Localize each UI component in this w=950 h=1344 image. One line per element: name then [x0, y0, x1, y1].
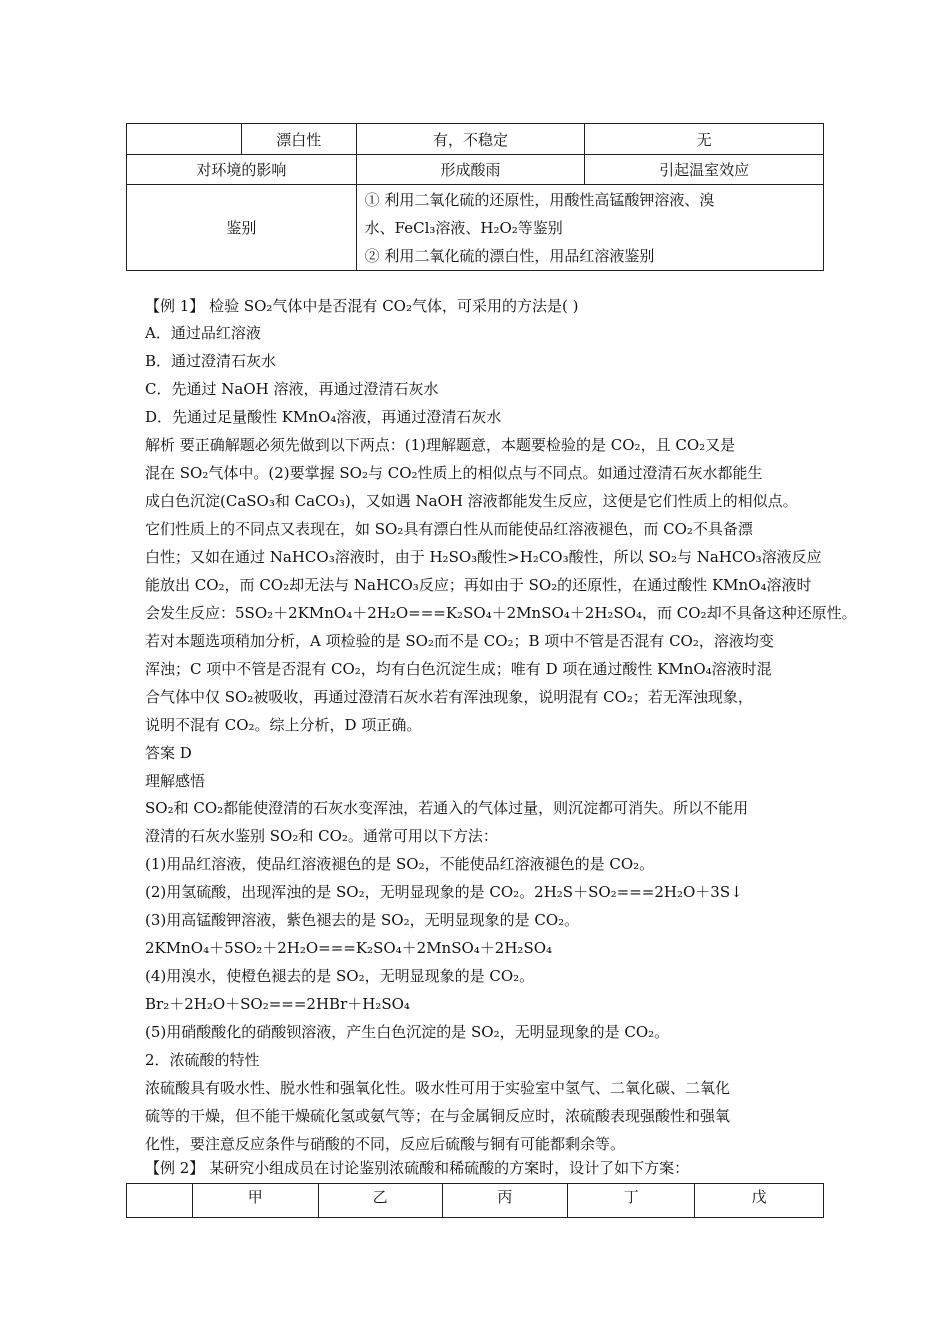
answer-line: 答案 D	[145, 744, 192, 762]
row-label-bleaching: 漂白性	[241, 124, 356, 155]
option-b: B．通过澄清石灰水	[145, 352, 277, 370]
cell-co2-environment: 引起温室效应	[585, 155, 824, 185]
insight-line: SO₂和 CO₂都能使澄清的石灰水变浑浊，若通入的气体过量，则沉淀都可消失。所以不能用	[145, 799, 749, 817]
section-paragraph: 化性，要注意反应条件与硝酸的不同，反应后硫酸与铜有可能都剩余等。	[145, 1135, 626, 1153]
blank-cell	[127, 124, 242, 155]
analysis-line: 它们性质上的不同点又表现在，如 SO₂具有漂白性从而能使品红溶液褪色，而 CO₂不具备漂	[145, 520, 753, 538]
analysis-line: 合气体中仅 SO₂被吸收，再通过澄清石灰水若有浑浊现象，说明混有 CO₂；若无浑浊现象，	[145, 688, 753, 706]
cell-so2-environment: 形成酸雨	[356, 155, 585, 185]
scheme-header-blank	[127, 1184, 193, 1218]
analysis-line: 浑浊；C 项中不管是否混有 CO₂，均有白色沉淀生成；唯有 D 项在通过酸性 KMnO₄溶液时混	[145, 660, 772, 678]
method-5: (5)用硝酸酸化的硝酸钡溶液，产生白色沉淀的是 SO₂，无明显现象的是 CO₂。	[145, 1023, 670, 1041]
method-3: (3)用高锰酸钾溶液，紫色褪去的是 SO₂，无明显现象的是 CO₂。	[145, 911, 580, 929]
option-d: D．先通过足量酸性 KMnO₄溶液，再通过澄清石灰水	[145, 408, 502, 426]
cell-identify-methods	[356, 185, 823, 271]
scheme-header-ding: 丁	[568, 1184, 695, 1218]
row-label-identify: 鉴别	[127, 185, 357, 271]
analysis-line: 解析 要正确解题必须先做到以下两点：(1)理解题意，本题要检验的是 CO₂，且 CO₂又是	[145, 436, 736, 454]
comparison-table	[126, 123, 824, 271]
scheme-table	[126, 1183, 824, 1218]
example1-question: 【例 1】 检验 SO₂气体中是否混有 CO₂气体，可采用的方法是( )	[145, 297, 579, 315]
analysis-line: 若对本题选项稍加分析，A 项检验的是 SO₂而不是 CO₂；B 项中不管是否混有 CO₂，溶液均变	[145, 632, 774, 650]
identify-line-1: ① 利用二氧化硫的还原性，用酸性高锰酸钾溶液、溴	[364, 190, 715, 209]
section-heading: 2．浓硫酸的特性	[145, 1051, 260, 1069]
option-c: C．先通过 NaOH 溶液，再通过澄清石灰水	[145, 380, 439, 398]
analysis-line: 说明不混有 CO₂。综上分析，D 项正确。	[145, 716, 422, 734]
example2-question: 【例 2】 某研究小组成员在讨论鉴别浓硫酸和稀硫酸的方案时，设计了如下方案：	[145, 1159, 690, 1177]
method-4: (4)用溴水，使橙色褪去的是 SO₂，无明显现象的是 CO₂。	[145, 967, 535, 985]
equation-br2: Br₂＋2H₂O＋SO₂===2HBr＋H₂SO₄	[145, 995, 410, 1013]
scheme-header-yi: 乙	[318, 1184, 442, 1218]
section-paragraph: 浓硫酸具有吸水性、脱水性和强氧化性。吸水性可用于实验室中氢气、二氧化碳、二氧化	[145, 1079, 731, 1097]
insight-heading: 理解感悟	[145, 772, 206, 790]
insight-line: 澄清的石灰水鉴别 SO₂和 CO₂。通常可用以下方法：	[145, 827, 498, 845]
method-2: (2)用氢硫酸，出现浑浊的是 SO₂，无明显现象的是 CO₂。2H₂S＋SO₂===2H₂O＋3S↓	[145, 883, 743, 901]
identify-line-2: 水、FeCl₃溶液、H₂O₂等鉴别	[364, 218, 563, 237]
row-label-environment: 对环境的影响	[127, 155, 357, 185]
identify-line-3: ② 利用二氧化硫的漂白性，用品红溶液鉴别	[364, 246, 655, 265]
scheme-header-bing: 丙	[442, 1184, 568, 1218]
analysis-line: 会发生反应：5SO₂＋2KMnO₄＋2H₂O===K₂SO₄＋2MnSO₄＋2H₂SO₄，而 CO₂却不具备这种还原性。	[145, 604, 857, 622]
analysis-line: 能放出 CO₂，而 CO₂却无法与 NaHCO₃反应；再如由于 SO₂的还原性，在通过酸性 KMnO₄溶液时	[145, 576, 812, 594]
analysis-line: 混在 SO₂气体中。(2)要掌握 SO₂与 CO₂性质上的相似点与不同点。如通过澄清石灰水都能生	[145, 464, 763, 482]
scheme-header-jia: 甲	[192, 1184, 318, 1218]
cell-so2-bleaching: 有，不稳定	[356, 124, 585, 155]
analysis-line: 白性；又如在通过 NaHCO₃溶液时，由于 H₂SO₃酸性>H₂CO₃酸性，所以 SO₂与 NaHCO₃溶液反应	[145, 548, 822, 566]
cell-co2-bleaching: 无	[585, 124, 824, 155]
equation-kmno4: 2KMnO₄＋5SO₂＋2H₂O===K₂SO₄＋2MnSO₄＋2H₂SO₄	[145, 939, 553, 957]
method-1: (1)用品红溶液，使品红溶液褪色的是 SO₂，不能使品红溶液褪色的是 CO₂。	[145, 855, 655, 873]
analysis-line: 成白色沉淀(CaSO₃和 CaCO₃)，又如遇 NaOH 溶液都能发生反应，这便是它们性质上的相似点。	[145, 492, 798, 510]
option-a: A．通过品红溶液	[145, 324, 261, 342]
scheme-header-wu: 戊	[695, 1184, 824, 1218]
section-paragraph: 硫等的干燥，但不能干燥硫化氢或氨气等；在与金属铜反应时，浓硫酸表现强酸性和强氧	[145, 1107, 731, 1125]
